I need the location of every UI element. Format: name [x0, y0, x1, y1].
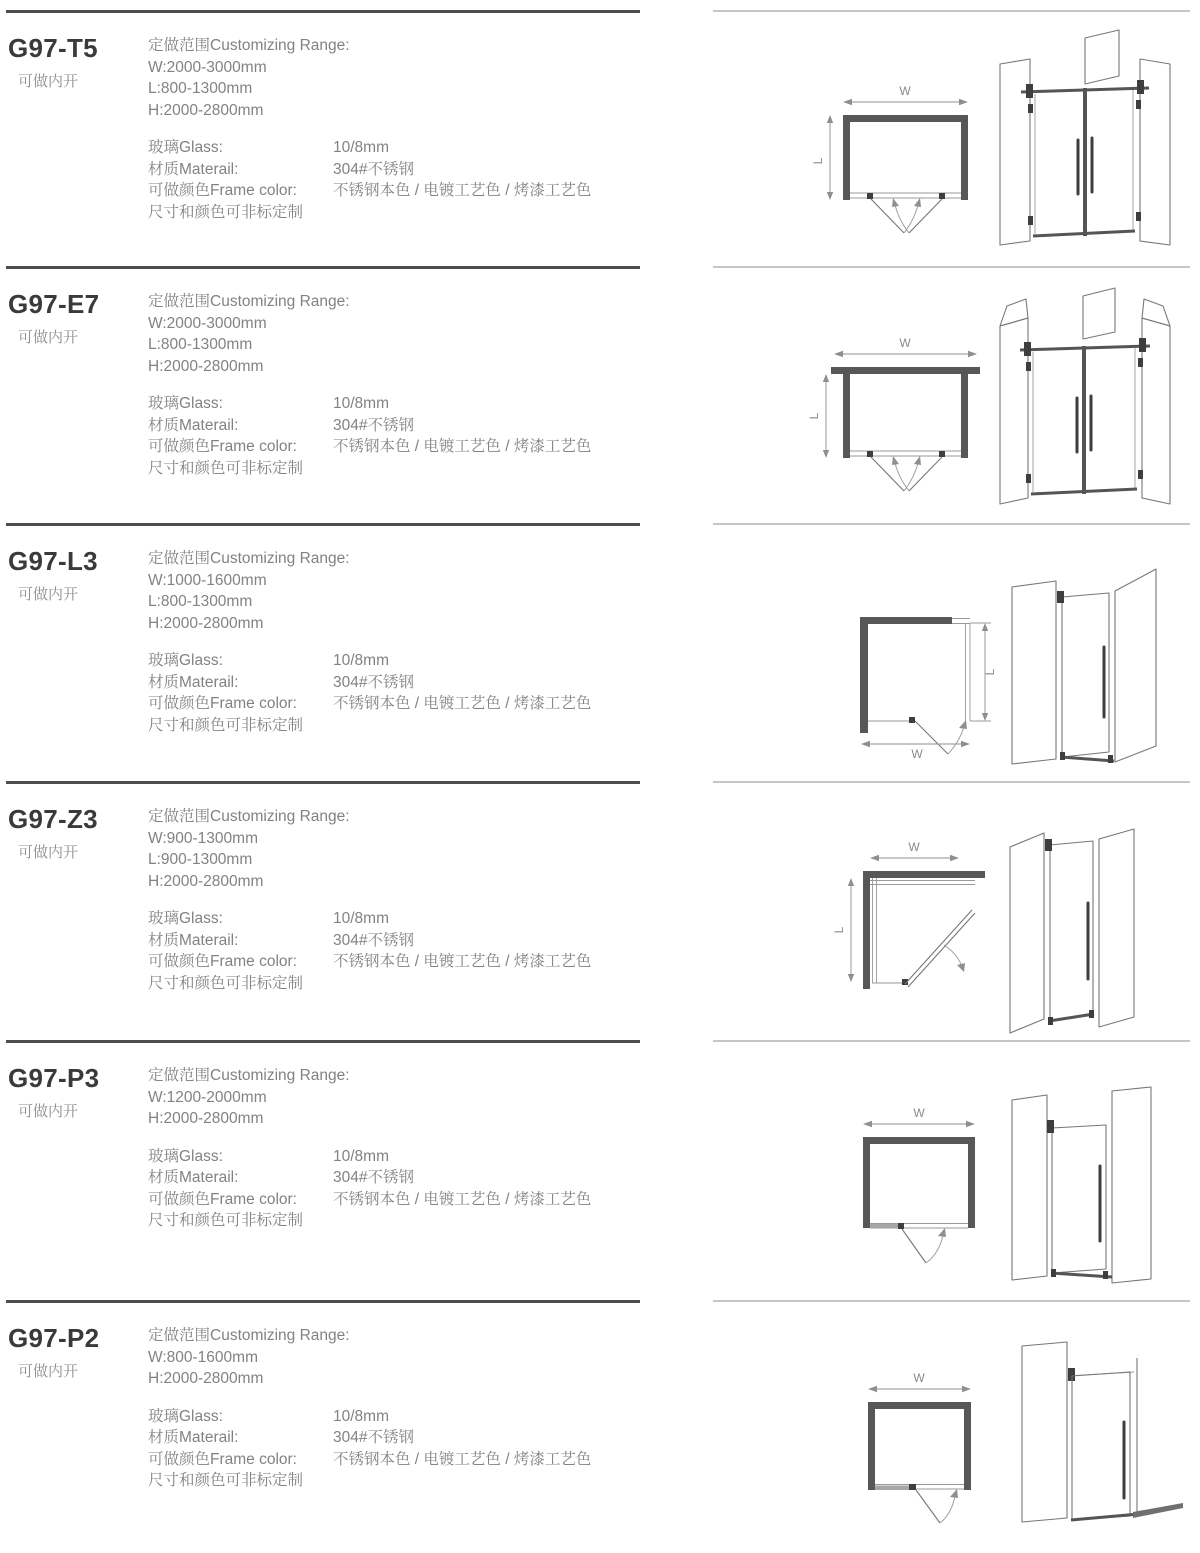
- product-section-g97-l3: [0, 523, 1200, 781]
- spec-label: 材质Materail:: [148, 1429, 239, 1446]
- dim-label-l: L: [832, 926, 846, 934]
- range-height: H:2000-2800mm: [148, 1110, 264, 1127]
- spec-label: 可做颜色Frame color:: [148, 953, 297, 970]
- drawing-g97-l3: [713, 525, 1190, 781]
- spec-block: [148, 1065, 638, 1232]
- range-title: 定做范围Customizing Range:: [148, 1327, 350, 1344]
- iso-view: [1012, 569, 1156, 764]
- spec-block: [148, 1325, 638, 1492]
- dim-label-l: L: [811, 157, 825, 165]
- spec-label: 可做颜色Frame color:: [148, 1450, 297, 1468]
- product-section-g97-z3: [0, 781, 1200, 1040]
- model-subtitle: 可做内开: [18, 586, 79, 603]
- product-section-g97-p2: [0, 1300, 1200, 1553]
- spec-panel: [6, 266, 640, 523]
- range-length: L:800-1300mm: [148, 593, 253, 610]
- spec-value: 10/8mm: [333, 139, 389, 156]
- dim-label-w: W: [899, 84, 911, 98]
- spec-value: 不锈钢本色 / 电镀工艺色 / 烤漆工艺色: [333, 953, 592, 970]
- model-block: [8, 804, 146, 862]
- model-name: G97-E7: [8, 289, 100, 319]
- drawing-g97-e7: [713, 268, 1190, 523]
- spec-value: 10/8mm: [333, 652, 389, 669]
- range-width: W:1000-1600mm: [148, 571, 267, 589]
- spec-label: 可做颜色Frame color:: [148, 1190, 297, 1208]
- spec-row-material: [148, 930, 638, 952]
- drawing-panel: [713, 1040, 1190, 1300]
- iso-view: [1000, 30, 1170, 245]
- custom-note: 尺寸和颜色可非标定制: [148, 974, 304, 992]
- spec-row-material: [148, 1167, 638, 1189]
- spec-table: [148, 1406, 638, 1471]
- drawing-panel: [713, 781, 1190, 1040]
- spec-value: 10/8mm: [333, 1407, 389, 1425]
- spec-label: 材质Materail:: [148, 931, 239, 949]
- spec-label: 可做颜色Frame color:: [148, 182, 297, 199]
- range-width: W:800-1600mm: [148, 1348, 258, 1366]
- range-length: L:800-1300mm: [148, 336, 253, 353]
- spec-panel: [6, 10, 640, 266]
- model-block: [8, 1063, 146, 1121]
- spec-value: 304#不锈钢: [333, 160, 414, 178]
- spec-label: 材质Materail:: [148, 1169, 239, 1186]
- spec-value: 10/8mm: [333, 395, 389, 412]
- spec-table: [148, 393, 638, 458]
- spec-label: 可做颜色Frame color:: [148, 438, 297, 455]
- spec-table: [148, 908, 638, 973]
- spec-label: 玻璃Glass:: [148, 139, 223, 156]
- spec-row-glass: [148, 908, 638, 930]
- spec-row-color: [148, 951, 638, 973]
- spec-label: 玻璃Glass:: [148, 910, 223, 927]
- spec-block: [148, 291, 638, 479]
- range-height: H:2000-2800mm: [148, 357, 264, 375]
- model-name: G97-Z3: [8, 804, 98, 834]
- dim-label-w: W: [911, 747, 923, 761]
- spec-block: [148, 806, 638, 994]
- range-height: H:2000-2800mm: [148, 614, 264, 632]
- custom-note: 尺寸和颜色可非标定制: [148, 716, 304, 734]
- spec-value: 304#不锈钢: [333, 1169, 414, 1186]
- spec-label: 玻璃Glass:: [148, 1147, 223, 1165]
- model-block: [8, 33, 146, 91]
- drawing-panel: [713, 1300, 1190, 1553]
- range-height: H:2000-2800mm: [148, 872, 264, 890]
- plan-view: [860, 617, 997, 761]
- dim-label-l: L: [807, 412, 821, 420]
- custom-note: 尺寸和颜色可非标定制: [148, 459, 304, 477]
- drawing-panel: [713, 266, 1190, 523]
- plan-view: [868, 1371, 971, 1523]
- dim-label-w: W: [913, 1106, 925, 1120]
- spec-value: 304#不锈钢: [333, 673, 414, 691]
- dim-label-w: W: [913, 1371, 925, 1385]
- iso-view: [1022, 1342, 1183, 1522]
- custom-note: 尺寸和颜色可非标定制: [148, 203, 304, 221]
- drawing-g97-p2: [713, 1302, 1190, 1553]
- dim-label-w: W: [899, 336, 911, 350]
- range-length: L:900-1300mm: [148, 851, 253, 868]
- spec-row-glass: [148, 1406, 638, 1428]
- drawing-g97-t5: [713, 12, 1190, 266]
- dim-label-w: W: [908, 840, 920, 854]
- range-width: W:900-1300mm: [148, 829, 258, 847]
- drawing-panel: [713, 523, 1190, 781]
- model-name: G97-P3: [8, 1063, 100, 1093]
- product-section-g97-t5: [0, 10, 1200, 266]
- custom-note: 尺寸和颜色可非标定制: [148, 1212, 304, 1229]
- spec-panel: [6, 781, 640, 1040]
- spec-row-glass: [148, 393, 638, 415]
- spec-row-material: [148, 159, 638, 181]
- spec-table: [148, 1146, 638, 1211]
- spec-row-color: [148, 1449, 638, 1471]
- spec-value: 不锈钢本色 / 电镀工艺色 / 烤漆工艺色: [333, 182, 592, 199]
- spec-row-glass: [148, 650, 638, 672]
- plan-view: [863, 1106, 975, 1263]
- spec-row-glass: [148, 137, 638, 159]
- model-block: [8, 289, 146, 347]
- drawing-g97-p3: [713, 1042, 1190, 1300]
- spec-label: 玻璃Glass:: [148, 652, 223, 669]
- spec-row-material: [148, 415, 638, 437]
- spec-value: 304#不锈钢: [333, 931, 414, 949]
- spec-block: [148, 35, 638, 223]
- range-height: H:2000-2800mm: [148, 101, 264, 119]
- spec-row-color: [148, 436, 638, 458]
- spec-row-color: [148, 693, 638, 715]
- model-subtitle: 可做内开: [18, 1103, 79, 1120]
- range-width: W:2000-3000mm: [148, 314, 267, 332]
- iso-view: [1000, 288, 1170, 504]
- plan-view: [811, 84, 968, 233]
- drawing-panel: [713, 10, 1190, 266]
- plan-view: [807, 336, 980, 491]
- spec-row-color: [148, 180, 638, 202]
- spec-value: 不锈钢本色 / 电镀工艺色 / 烤漆工艺色: [333, 438, 592, 455]
- spec-label: 材质Materail:: [148, 673, 239, 691]
- model-name: G97-L3: [8, 546, 98, 576]
- dim-label-l: L: [983, 668, 997, 676]
- spec-value: 304#不锈钢: [333, 416, 414, 434]
- range-title: 定做范围Customizing Range:: [148, 293, 350, 310]
- model-subtitle: 可做内开: [18, 844, 79, 861]
- spec-panel: [6, 1300, 640, 1553]
- custom-note: 尺寸和颜色可非标定制: [148, 1472, 304, 1489]
- spec-label: 材质Materail:: [148, 416, 239, 434]
- iso-view: [1012, 1087, 1151, 1283]
- model-subtitle: 可做内开: [18, 329, 79, 346]
- spec-value: 10/8mm: [333, 910, 389, 927]
- product-section-g97-p3: [0, 1040, 1200, 1300]
- spec-row-material: [148, 672, 638, 694]
- spec-row-glass: [148, 1146, 638, 1168]
- model-name: G97-P2: [8, 1323, 100, 1353]
- model-block: [8, 1323, 146, 1381]
- spec-label: 材质Materail:: [148, 160, 239, 178]
- spec-label: 可做颜色Frame color:: [148, 695, 297, 712]
- range-width: W:2000-3000mm: [148, 58, 267, 76]
- spec-table: [148, 650, 638, 715]
- iso-view: [1010, 829, 1134, 1033]
- spec-label: 玻璃Glass:: [148, 395, 223, 412]
- range-title: 定做范围Customizing Range:: [148, 1067, 350, 1084]
- spec-value: 不锈钢本色 / 电镀工艺色 / 烤漆工艺色: [333, 695, 592, 712]
- spec-panel: [6, 523, 640, 781]
- range-width: W:1200-2000mm: [148, 1088, 267, 1106]
- spec-table: [148, 137, 638, 202]
- spec-value: 304#不锈钢: [333, 1429, 414, 1446]
- model-name: G97-T5: [8, 33, 98, 63]
- plan-view: [832, 840, 985, 989]
- range-height: H:2000-2800mm: [148, 1370, 264, 1387]
- spec-panel: [6, 1040, 640, 1300]
- model-subtitle: 可做内开: [18, 73, 79, 90]
- range-length: L:800-1300mm: [148, 80, 253, 97]
- range-title: 定做范围Customizing Range:: [148, 37, 350, 54]
- spec-value: 10/8mm: [333, 1147, 389, 1165]
- spec-block: [148, 548, 638, 736]
- range-title: 定做范围Customizing Range:: [148, 550, 350, 567]
- spec-row-color: [148, 1189, 638, 1211]
- spec-row-material: [148, 1427, 638, 1449]
- product-section-g97-e7: [0, 266, 1200, 523]
- range-title: 定做范围Customizing Range:: [148, 808, 350, 825]
- spec-value: 不锈钢本色 / 电镀工艺色 / 烤漆工艺色: [333, 1450, 592, 1468]
- spec-value: 不锈钢本色 / 电镀工艺色 / 烤漆工艺色: [333, 1190, 592, 1208]
- drawing-g97-z3: [713, 783, 1190, 1040]
- model-subtitle: 可做内开: [18, 1363, 79, 1380]
- model-block: [8, 546, 146, 604]
- spec-label: 玻璃Glass:: [148, 1407, 223, 1425]
